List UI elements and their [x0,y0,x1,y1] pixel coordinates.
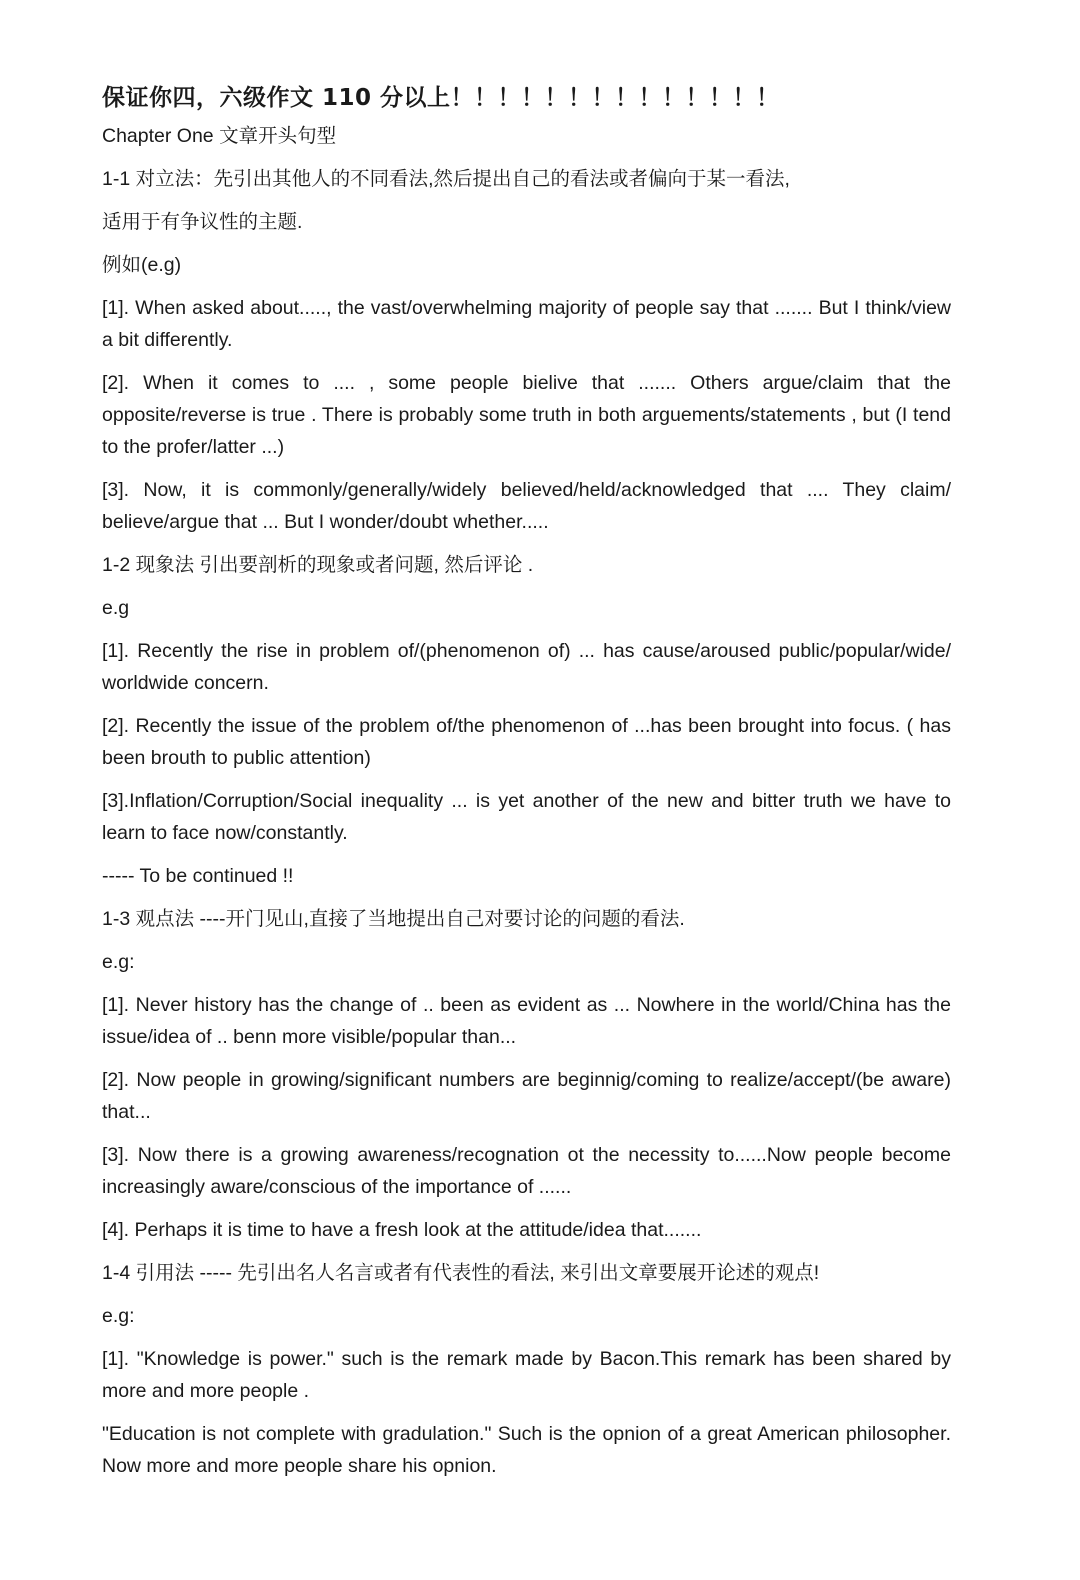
example-paragraph: [3]. Now, it is commonly/generally/widely believed/held/acknowledged that .... They claim/ believe/argue that ... But I wonder/doubt whether..... [102,479,951,533]
example-paragraph: [2]. Recently the issue of the problem of/the phenomenon of ...has been brought into focus. ( has been brouth to public attention) [102,715,951,769]
example-paragraph: [4]. Perhaps it is time to have a fresh look at the attitude/idea that....... [102,1219,702,1241]
continued-note: ----- To be continued !! [102,865,294,887]
example-label: e.g [102,597,130,619]
example-paragraph: [2]. Now people in growing/significant numbers are beginnig/coming to realize/accept/(be aware) that... [102,1069,951,1123]
section-heading-1-4: 1-4 引用法 ----- 先引出名人名言或者有代表性的看法, 来引出文章要展开论述的观点! [102,1262,820,1284]
example-label: e.g: [102,951,135,973]
section-heading-1-2: 1-2 现象法 引出要剖析的现象或者问题, 然后评论 . [102,554,534,576]
section-note: 适用于有争议性的主题. [102,211,303,233]
example-label: e.g: [102,1305,135,1327]
example-paragraph: [1]. Recently the rise in problem of/(phenomenon of) ... has cause/aroused public/popular/wide/ worldwide concern. [102,640,951,694]
example-label: 例如(e.g) [102,254,182,276]
chapter-heading: Chapter One 文章开头句型 [102,125,337,147]
example-paragraph: [3]. Now there is a growing awareness/recognation ot the necessity to......Now people become increasingly aware/conscious of the importance of ...... [102,1144,951,1198]
example-paragraph: [1]. When asked about....., the vast/overwhelming majority of people say that ....... But I think/view a bit differently. [102,297,951,351]
example-paragraph: "Education is not complete with gradulation." Such is the opnion of a great American philosopher. Now more and more people share his opnion. [102,1423,951,1477]
document-title: 保证你四，六级作文 110 分以上！！！！！！！！！！！！！！ [102,85,780,111]
example-paragraph: [3].Inflation/Corruption/Social inequality ... is yet another of the new and bitter truth we have to learn to face now/constantly. [102,790,951,844]
example-paragraph: [2]. When it comes to .... , some people bielive that ....... Others argue/claim that the opposite/reverse is true . There is probably some truth in both arguements/statements , but (I tend to the profer/latter ...) [102,372,951,458]
example-paragraph: [1]. Never history has the change of .. been as evident as ... Nowhere in the world/China has the issue/idea of .. benn more visible/popular than... [102,994,951,1048]
section-heading-1-1: 1-1 对立法：先引出其他人的不同看法,然后提出自己的看法或者偏向于某一看法, [102,168,790,190]
example-paragraph: [1]. "Knowledge is power." such is the remark made by Bacon.This remark has been shared by more and more people . [102,1348,951,1402]
section-heading-1-3: 1-3 观点法 ----开门见山,直接了当地提出自己对要讨论的问题的看法. [102,908,685,930]
document-page [102,78,951,1493]
